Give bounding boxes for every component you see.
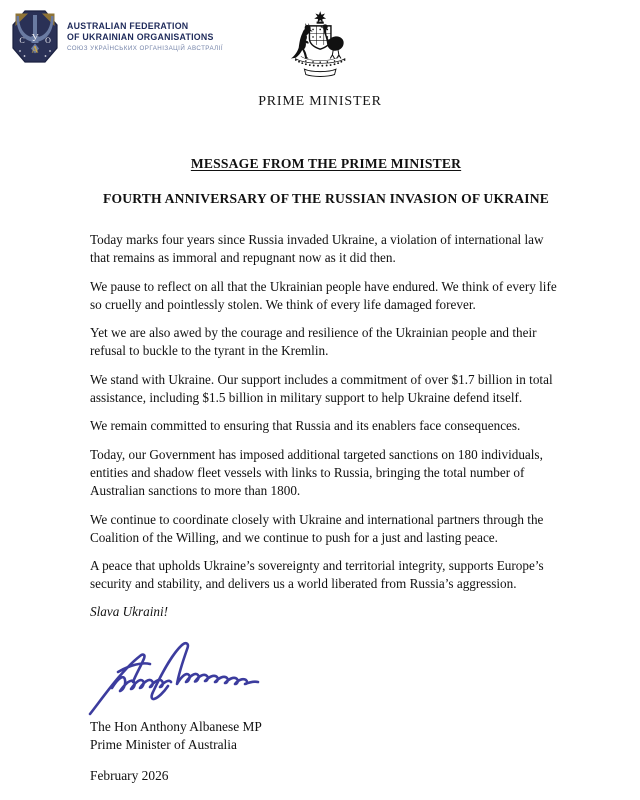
letter-paragraph: A peace that upholds Ukraine’s sovereignty and territorial integrity, supports Europe’s security and stability, and delivers us a world liberated from Russia’s aggression.: [90, 558, 544, 592]
prime-minister-label: PRIME MINISTER: [258, 94, 382, 109]
closing-slava-ukraini: Slava Ukraini!: [90, 603, 169, 619]
badge-letter-c: С: [19, 36, 25, 45]
letter-paragraph: Yet we are also awed by the courage and resilience of the Ukrainian people and their refusal to buckle to the tyrant in the Kremlin.: [90, 325, 537, 359]
letter-subtitle: FOURTH ANNIVERSARY OF THE RUSSIAN INVASION OF UKRAINE: [102, 191, 550, 206]
letter-paragraph: We remain committed to ensuring that Russia and its enablers face consequences.: [90, 418, 521, 434]
letter-paragraph: Today marks four years since Russia invaded Ukraine, a violation of international law that remains as immoral and repugnant now as it did then.: [90, 232, 544, 266]
letter-title: MESSAGE FROM THE PRIME MINISTER: [190, 156, 462, 171]
afuo-name-line2: OF UKRAINIAN ORGANISATIONS: [67, 31, 214, 42]
afuo-logo: [12, 10, 223, 63]
afuo-badge-icon: [12, 10, 58, 63]
letter-paragraph: Today, our Government has imposed additional targeted sanctions on 180 individuals, entities and shadow fleet vessels with links to Russia, bringing the total number of Australian sanctions to more than 1800.: [90, 446, 543, 499]
badge-letter-o: О: [45, 36, 51, 45]
letter-paragraph: We pause to reflect on all that the Ukrainian people have endured. We think of every life so cruelly and pointlessly stolen. We think of every life damaged forever.: [90, 278, 557, 312]
afuo-logo-text: [67, 21, 223, 52]
badge-letter-a: А: [31, 44, 39, 55]
badge-letter-u: У: [31, 33, 39, 44]
letter-date: February 2026: [90, 767, 169, 783]
signature-icon: [82, 636, 277, 716]
signatory-title: Prime Minister of Australia: [90, 736, 237, 752]
signature-block: [82, 636, 562, 716]
afuo-name-line1: AUSTRALIAN FEDERATION: [67, 21, 189, 31]
letter-body: [90, 156, 562, 784]
letter-paragraph: We continue to coordinate closely with Ukraine and international partners through the Coalition of the Willing, and we continue to push for a just and lasting peace.: [90, 511, 544, 545]
signatory-name: The Hon Anthony Albanese MP: [90, 718, 262, 734]
commonwealth-crest: [258, 10, 382, 110]
signoff-block: [90, 718, 562, 754]
coat-of-arms-icon: [277, 10, 363, 84]
afuo-name-ukrainian: СОЮЗ УКРАЇНСЬКИХ ОРГАНІЗАЦІЙ АВСТРАЛІЇ: [67, 45, 224, 52]
letter-paragraphs: [90, 231, 562, 594]
letter-paragraph: We stand with Ukraine. Our support includes a commitment of over $1.7 billion in total assistance, including $1.5 billion in military support to help Ukraine defend itself.: [90, 371, 553, 406]
